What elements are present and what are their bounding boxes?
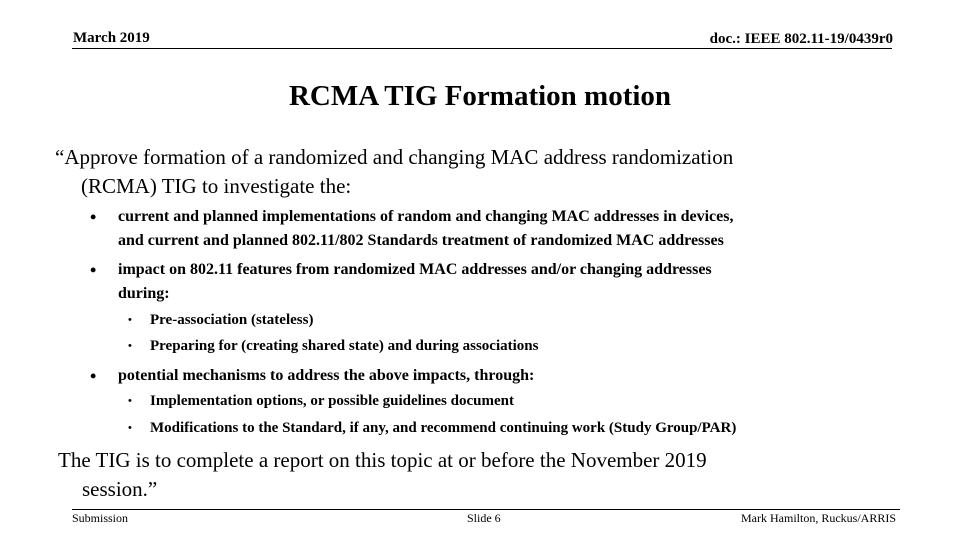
bullet-3-line-1: potential mechanisms to address the above impacts, through: — [118, 367, 535, 384]
sub-bullet-3-1-text: Implementation options, or possible guidelines document — [150, 393, 514, 409]
intro-line-1: “Approve formation of a randomized and changing MAC address randomization — [55, 145, 734, 169]
intro-paragraph — [55, 143, 915, 201]
sub-bullet-dot: • — [128, 422, 132, 434]
sub-bullet-dot: • — [128, 395, 132, 407]
outro-line-1: The TIG is to complete a report on this topic at or before the November 2019 — [58, 448, 707, 472]
sub-bullet-dot: • — [128, 340, 132, 352]
bullet-2-line-2: during: — [118, 285, 170, 302]
header-doc-id: doc.: IEEE 802.11-19/0439r0 — [709, 31, 893, 47]
footer-author: Mark Hamilton, Ruckus/ARRIS — [741, 511, 896, 525]
sub-bullet-2-1-text: Pre-association (stateless) — [150, 312, 314, 328]
footer-submission: Submission — [72, 511, 129, 525]
footer-slide-number: Slide 6 — [467, 511, 501, 525]
bullet-1-line-2: and current and planned 802.11/802 Standards treatment of randomized MAC addresses — [118, 232, 724, 249]
bullet-1-line-1: current and planned implementations of random and changing MAC addresses in devices, — [118, 208, 734, 225]
intro-line-2: (RCMA) TIG to investigate the: — [81, 174, 352, 198]
bullet-dot: • — [90, 260, 97, 280]
sub-bullet-dot: • — [128, 314, 132, 326]
bullet-dot: • — [90, 207, 97, 227]
bullet-dot: • — [90, 366, 97, 386]
slide-title: RCMA TIG Formation motion — [288, 80, 672, 112]
outro-paragraph — [58, 446, 918, 504]
footer-divider — [72, 509, 900, 510]
header-date: March 2019 — [73, 30, 150, 46]
header-divider — [72, 48, 892, 49]
sub-bullet-3-2-text: Modifications to the Standard, if any, and recommend continuing work (Study Group/PAR) — [150, 420, 737, 436]
outro-line-2: session.” — [82, 477, 158, 501]
sub-bullet-2-2-text: Preparing for (creating shared state) and during associations — [150, 338, 539, 354]
bullet-2-line-1: impact on 802.11 features from randomized MAC addresses and/or changing addresses — [118, 261, 712, 278]
